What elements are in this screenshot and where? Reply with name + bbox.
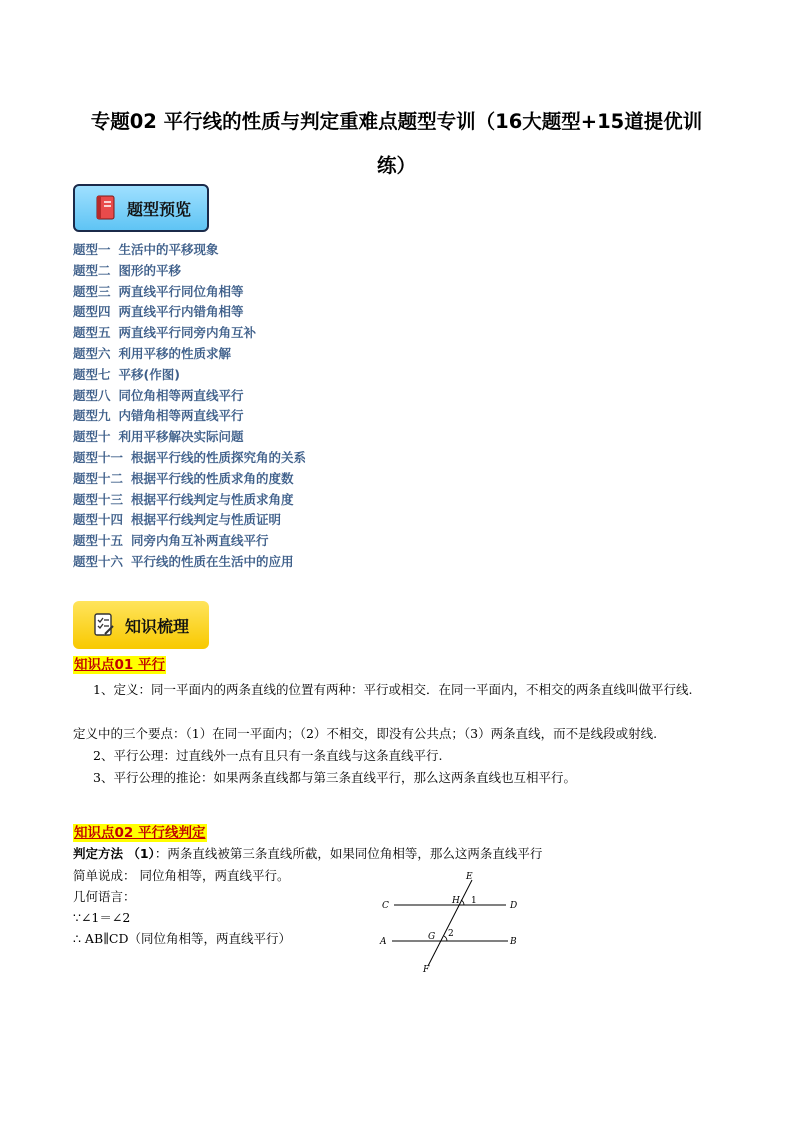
question-type-item — [73, 490, 306, 511]
geometry-statement — [73, 865, 291, 949]
question-type-text: 根据平行线判定与性质证明 — [131, 512, 282, 528]
question-type-item — [73, 282, 306, 303]
therefore-line: ∴ AB∥CD（同位角相等，两直线平行） — [73, 931, 291, 946]
question-type-list — [73, 240, 306, 573]
knowledge-point-2-heading: 知识点02 平行线判定 — [74, 825, 206, 841]
question-type-number: 题型十二 — [73, 470, 124, 486]
question-type-number: 题型四 — [73, 304, 111, 320]
angle-1-label: 1 — [471, 896, 477, 906]
knowledge-review-badge — [73, 601, 209, 649]
question-type-item — [73, 365, 306, 386]
kp1-parallel-axiom: 2、平行公理：过直线外一点有且只有一条直线与这条直线平行. — [93, 748, 443, 763]
question-type-number: 题型七 — [73, 366, 111, 382]
judgement-method — [73, 843, 542, 865]
document-title — [60, 100, 733, 188]
question-type-item — [73, 302, 306, 323]
question-type-number: 题型十三 — [73, 491, 124, 507]
method-text: ：两条直线被第三条直线所截，如果同位角相等，那么这两条直线平行 — [154, 846, 543, 861]
question-type-item — [73, 240, 306, 261]
question-preview-label: 题型预览 — [127, 199, 192, 219]
angle-2-label: 2 — [448, 929, 454, 939]
question-type-number: 题型九 — [73, 408, 111, 424]
question-type-number: 题型六 — [73, 345, 111, 361]
question-type-text: 根据平行线判定与性质求角度 — [131, 491, 294, 507]
question-type-item — [73, 323, 306, 344]
title-line-2: 练） — [376, 154, 416, 177]
label-g: G — [428, 932, 436, 942]
question-type-text: 两直线平行同旁内角互补 — [118, 325, 257, 341]
question-type-text: 两直线平行内错角相等 — [118, 304, 244, 320]
knowledge-review-label: 知识梳理 — [125, 616, 190, 636]
question-type-text: 生活中的平移现象 — [118, 242, 219, 257]
angle-1-arc — [461, 900, 464, 905]
question-preview-badge — [73, 184, 209, 232]
method-label: 判定方法 （1） — [73, 846, 155, 861]
label-h: H — [452, 896, 460, 906]
question-type-number: 题型十一 — [73, 449, 124, 465]
question-type-text: 根据平行线的性质求角的度数 — [131, 470, 294, 486]
question-type-item — [73, 510, 306, 531]
question-type-number: 题型八 — [73, 387, 111, 403]
question-type-text: 内错角相等两直线平行 — [118, 408, 244, 424]
angle-2-arc — [444, 936, 447, 941]
question-type-text: 平行线的性质在生活中的应用 — [131, 553, 294, 569]
question-type-text: 平移(作图) — [118, 366, 180, 382]
simple-statement: 简单说成： 同位角相等，两直线平行。 — [73, 868, 290, 883]
question-type-text: 图形的平移 — [118, 262, 182, 278]
question-type-number: 题型十四 — [73, 512, 124, 528]
question-type-number: 题型十六 — [73, 553, 124, 569]
question-type-item — [73, 531, 306, 552]
question-type-text: 利用平移的性质求解 — [118, 345, 232, 361]
question-type-text: 两直线平行同位角相等 — [118, 283, 244, 299]
label-a: A — [380, 937, 387, 947]
question-type-text: 同位角相等两直线平行 — [118, 387, 244, 403]
parallel-lines-figure — [370, 866, 530, 976]
book-icon — [95, 195, 117, 221]
question-type-item — [73, 386, 306, 407]
question-type-item — [73, 344, 306, 365]
title-line-1: 专题02 平行线的性质与判定重难点题型专训（16大题型+15道提优训 — [90, 110, 703, 133]
checklist-icon — [93, 612, 115, 638]
label-c: C — [382, 901, 389, 911]
label-f: F — [423, 965, 430, 975]
question-type-number: 题型十五 — [73, 533, 124, 549]
question-type-item — [73, 406, 306, 427]
question-type-number: 题型十 — [73, 429, 111, 445]
question-type-item — [73, 427, 306, 448]
because-line: ∵∠1＝∠2 — [73, 910, 131, 925]
label-d: D — [510, 901, 518, 911]
label-e: E — [466, 872, 473, 882]
geometry-language-label: 几何语言： — [73, 889, 136, 904]
knowledge-point-1-heading: 知识点01 平行 — [74, 657, 165, 673]
question-type-item — [73, 469, 306, 490]
question-type-item — [73, 261, 306, 282]
question-type-text: 根据平行线的性质探究角的关系 — [131, 449, 307, 465]
question-type-number: 题型三 — [73, 283, 111, 299]
kp1-key-points: 定义中的三个要点：（1）在同一平面内；（2）不相交，即没有公共点；（3）两条直线，而不是线段或射线. — [73, 726, 658, 741]
question-type-item — [73, 552, 306, 573]
transversal-ef — [428, 880, 472, 966]
kp1-definition: 1、定义：同一平面内的两条直线的位置有两种：平行或相交．在同一平面内，不相交的两条直线叫做平行线. — [93, 682, 693, 697]
label-b: B — [510, 937, 517, 947]
question-type-text: 利用平移解决实际问题 — [118, 429, 244, 445]
question-type-text: 同旁内角互补两直线平行 — [131, 533, 269, 549]
question-type-number: 题型二 — [73, 262, 111, 278]
question-type-number: 题型五 — [73, 325, 111, 341]
kp1-axiom-corollary: 3、平行公理的推论：如果两条直线都与第三条直线平行，那么这两条直线也互相平行。 — [93, 770, 576, 785]
question-type-number: 题型一 — [73, 242, 111, 257]
question-type-item — [73, 448, 306, 469]
